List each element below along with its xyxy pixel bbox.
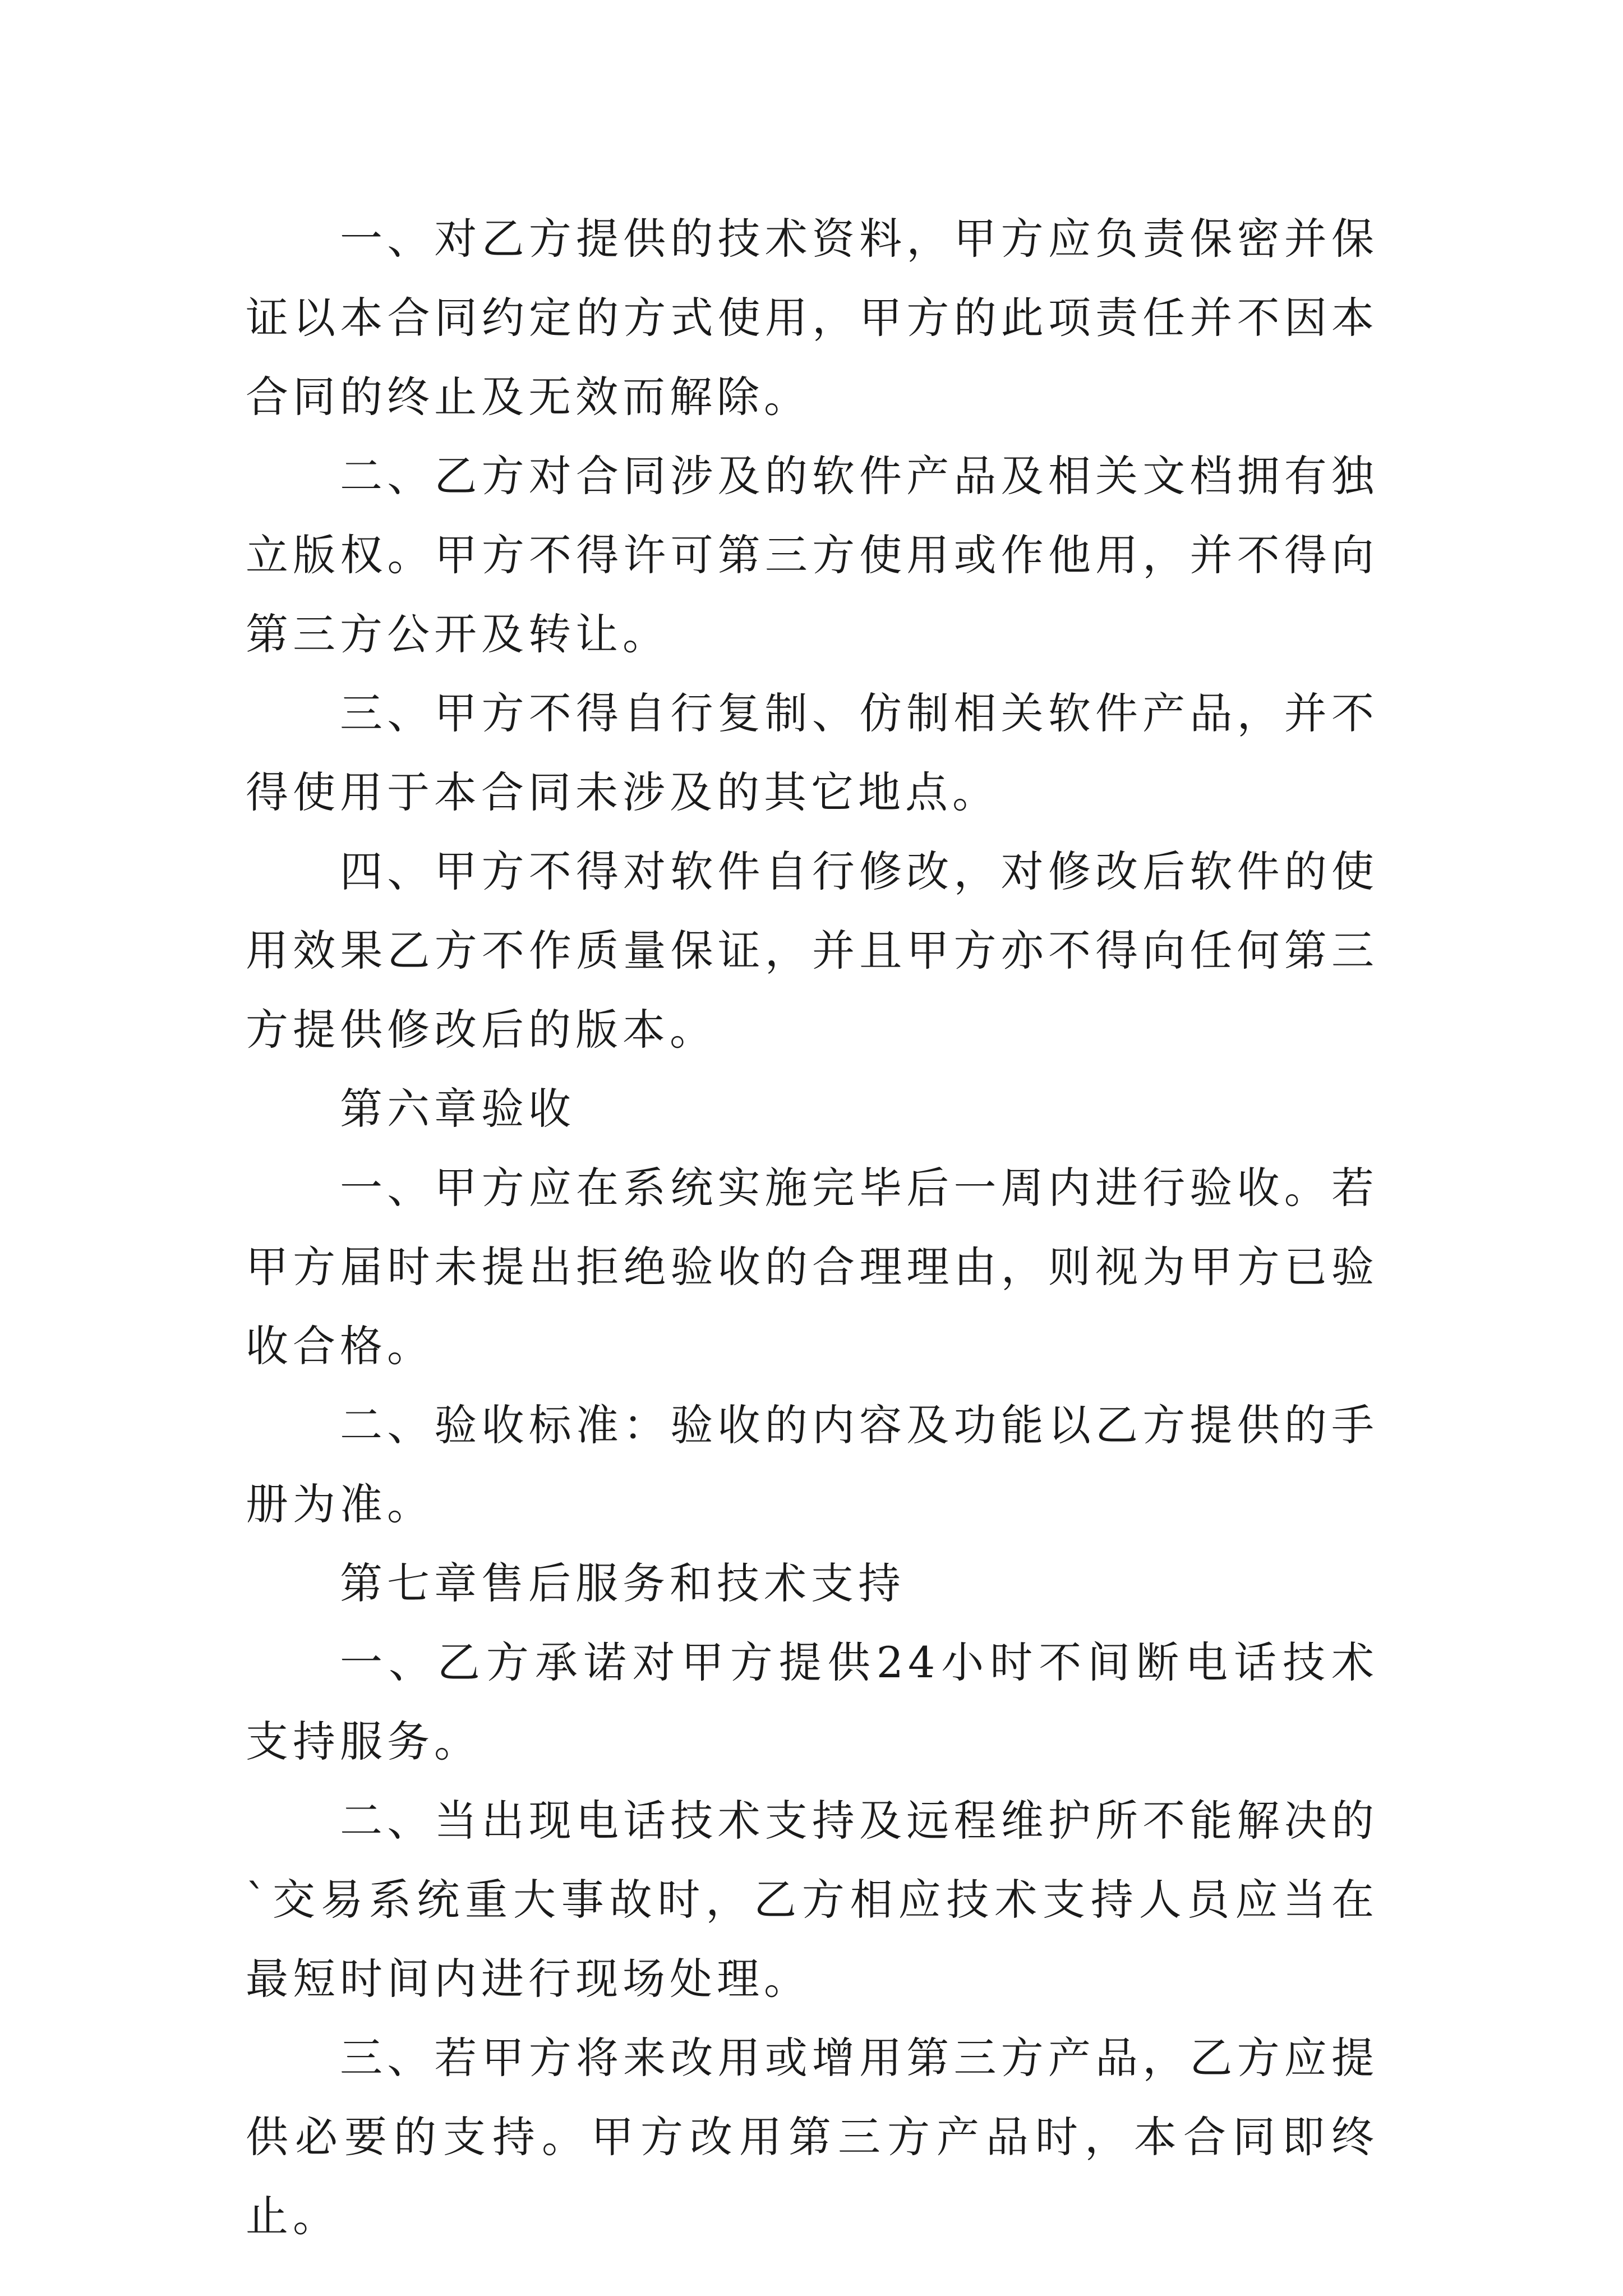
clause-third-party: 三、若甲方将来改用或增用第三方产品，乙方应提供必要的支持。甲方改用第三方产品时，本合同即终止。 (246, 2033, 1378, 2241)
chapter-heading-after-sales: 第七章售后服务和技术支持 (340, 1558, 905, 1608)
document-body (246, 199, 1378, 2256)
chapter-heading-acceptance: 第六章验收 (340, 1084, 575, 1134)
clause-confidentiality: 一、对乙方提供的技术资料，甲方应负责保密并保证以本合同约定的方式使用，甲方的此项责任并不因本合同的终止及无效而解除。 (246, 214, 1378, 422)
clause-copyright: 二、乙方对合同涉及的软件产品及相关文档拥有独立版权。甲方不得许可第三方使用或作他用，并不得向第三方公开及转让。 (246, 451, 1378, 659)
clause-onsite-support: 二、当出现电话技术支持及远程维护所不能解决的`交易系统重大事故时，乙方相应技术支持人员应当在最短时间内进行现场处理。 (246, 1796, 1378, 2004)
clause-no-modification: 四、甲方不得对软件自行修改，对修改后软件的使用效果乙方不作质量保证，并且甲方亦不得向任何第三方提供修改后的版本。 (246, 846, 1378, 1055)
clause-acceptance-timing: 一、甲方应在系统实施完毕后一周内进行验收。若甲方届时未提出拒绝验收的合理理由，则视为甲方已验收合格。 (246, 1163, 1378, 1371)
clause-acceptance-standard: 二、验收标准：验收的内容及功能以乙方提供的手册为准。 (246, 1400, 1378, 1529)
clause-phone-support: 一、乙方承诺对甲方提供24小时不间断电话技术支持服务。 (246, 1637, 1378, 1766)
clause-no-copying: 三、甲方不得自行复制、仿制相关软件产品，并不得使用于本合同未涉及的其它地点。 (246, 688, 1378, 817)
